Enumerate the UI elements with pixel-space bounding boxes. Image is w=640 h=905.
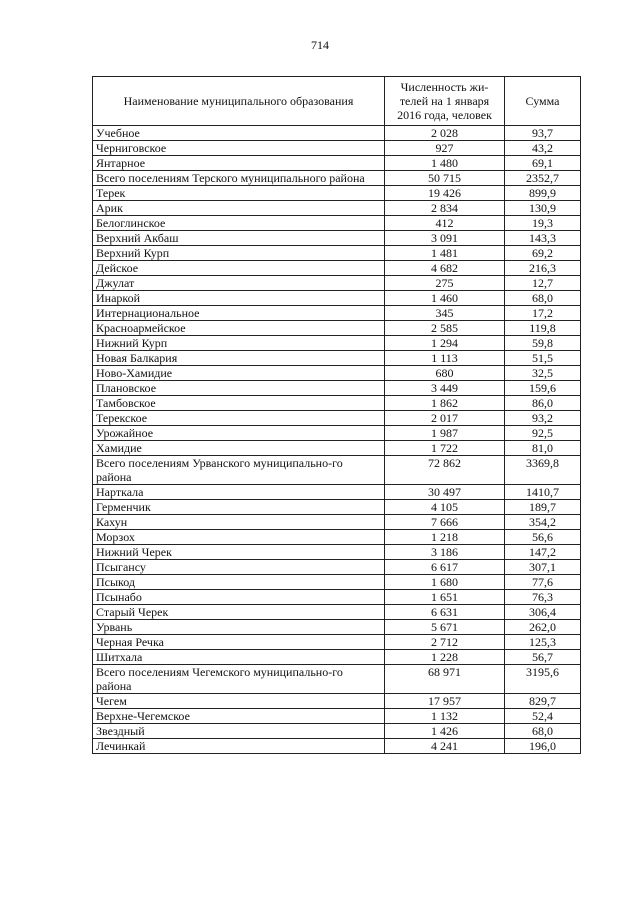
municipality-name: Старый Черек (93, 605, 385, 620)
sum-value: 32,5 (505, 366, 581, 381)
municipality-name: Терекское (93, 411, 385, 426)
municipality-name: Лечинкай (93, 739, 385, 754)
municipality-name: Верхний Акбаш (93, 231, 385, 246)
sum-value: 143,3 (505, 231, 581, 246)
sum-value: 189,7 (505, 500, 581, 515)
population-value: 1 862 (385, 396, 505, 411)
sum-value: 125,3 (505, 635, 581, 650)
population-value: 72 862 (385, 456, 505, 485)
municipality-name: Арик (93, 201, 385, 216)
sum-value: 3369,8 (505, 456, 581, 485)
municipality-name: Тамбовское (93, 396, 385, 411)
sum-value: 17,2 (505, 306, 581, 321)
municipality-name: Верхний Курп (93, 246, 385, 261)
sum-value: 93,7 (505, 126, 581, 141)
sum-value: 52,4 (505, 709, 581, 724)
municipality-name: Джулат (93, 276, 385, 291)
municipality-name: Ново-Хамидие (93, 366, 385, 381)
population-value: 1 113 (385, 351, 505, 366)
table-row (93, 456, 581, 485)
table-row (93, 560, 581, 575)
table-row (93, 396, 581, 411)
table-row (93, 141, 581, 156)
population-value: 1 426 (385, 724, 505, 739)
municipal-population-table (92, 76, 581, 754)
population-value: 3 091 (385, 231, 505, 246)
table-row (93, 216, 581, 231)
sum-value: 354,2 (505, 515, 581, 530)
municipality-name: Нарткала (93, 485, 385, 500)
table-row (93, 590, 581, 605)
municipality-name: Псыгансу (93, 560, 385, 575)
sum-value: 56,6 (505, 530, 581, 545)
table-row (93, 321, 581, 336)
table-row (93, 261, 581, 276)
sum-value: 899,9 (505, 186, 581, 201)
table-row (93, 426, 581, 441)
table-row (93, 485, 581, 500)
municipality-name: Чегем (93, 694, 385, 709)
population-value: 3 449 (385, 381, 505, 396)
sum-value: 76,3 (505, 590, 581, 605)
sum-value: 81,0 (505, 441, 581, 456)
sum-value: 59,8 (505, 336, 581, 351)
municipality-name: Всего поселениям Урванского муниципально-го района (93, 456, 385, 485)
table-row (93, 366, 581, 381)
municipality-name: Всего поселениям Чегемского муниципально-го района (93, 665, 385, 694)
municipality-name: Псынабо (93, 590, 385, 605)
population-value: 275 (385, 276, 505, 291)
sum-value: 159,6 (505, 381, 581, 396)
municipality-name: Нижний Курп (93, 336, 385, 351)
sum-value: 119,8 (505, 321, 581, 336)
sum-value: 69,2 (505, 246, 581, 261)
table-row (93, 650, 581, 665)
population-value: 50 715 (385, 171, 505, 186)
table-row (93, 246, 581, 261)
sum-value: 68,0 (505, 724, 581, 739)
municipality-name: Инаркой (93, 291, 385, 306)
sum-value: 56,7 (505, 650, 581, 665)
population-value: 1 132 (385, 709, 505, 724)
population-value: 2 834 (385, 201, 505, 216)
population-value: 1 722 (385, 441, 505, 456)
sum-value: 12,7 (505, 276, 581, 291)
population-value: 6 617 (385, 560, 505, 575)
table-row (93, 545, 581, 560)
population-value: 1 680 (385, 575, 505, 590)
sum-value: 92,5 (505, 426, 581, 441)
sum-value: 216,3 (505, 261, 581, 276)
sum-value: 69,1 (505, 156, 581, 171)
table-row (93, 351, 581, 366)
sum-value: 43,2 (505, 141, 581, 156)
population-value: 2 585 (385, 321, 505, 336)
municipality-name: Шитхала (93, 650, 385, 665)
sum-value: 829,7 (505, 694, 581, 709)
table-header-row (93, 77, 581, 126)
population-value: 345 (385, 306, 505, 321)
population-value: 412 (385, 216, 505, 231)
municipality-name: Урвань (93, 620, 385, 635)
table-row (93, 126, 581, 141)
table-row (93, 381, 581, 396)
table-row (93, 231, 581, 246)
table-row (93, 500, 581, 515)
population-value: 4 105 (385, 500, 505, 515)
municipality-name: Белоглинское (93, 216, 385, 231)
population-value: 927 (385, 141, 505, 156)
population-value: 1 480 (385, 156, 505, 171)
sum-value: 306,4 (505, 605, 581, 620)
sum-value: 262,0 (505, 620, 581, 635)
population-value: 19 426 (385, 186, 505, 201)
sum-value: 68,0 (505, 291, 581, 306)
population-value: 2 712 (385, 635, 505, 650)
municipality-name: Звездный (93, 724, 385, 739)
population-value: 30 497 (385, 485, 505, 500)
table-row (93, 575, 581, 590)
municipality-name: Учебное (93, 126, 385, 141)
municipality-name: Герменчик (93, 500, 385, 515)
sum-value: 93,2 (505, 411, 581, 426)
population-value: 2 028 (385, 126, 505, 141)
page-number: 714 (311, 38, 329, 52)
sum-value: 196,0 (505, 739, 581, 754)
population-value: 1 460 (385, 291, 505, 306)
sum-value: 1410,7 (505, 485, 581, 500)
table-row (93, 186, 581, 201)
municipality-name: Морзох (93, 530, 385, 545)
sum-value: 19,3 (505, 216, 581, 231)
municipality-name: Урожайное (93, 426, 385, 441)
table-row (93, 724, 581, 739)
municipality-name: Интернациональное (93, 306, 385, 321)
population-value: 2 017 (385, 411, 505, 426)
table-row (93, 515, 581, 530)
table-row (93, 530, 581, 545)
population-value: 4 241 (385, 739, 505, 754)
header-sum: Сумма (505, 77, 581, 126)
table-row (93, 306, 581, 321)
table-row (93, 709, 581, 724)
table-row (93, 605, 581, 620)
table-row (93, 276, 581, 291)
table-row (93, 665, 581, 694)
population-value: 1 218 (385, 530, 505, 545)
sum-value: 3195,6 (505, 665, 581, 694)
municipality-name: Кахун (93, 515, 385, 530)
municipality-name: Красноармейское (93, 321, 385, 336)
sum-value: 130,9 (505, 201, 581, 216)
municipality-name: Янтарное (93, 156, 385, 171)
table-row (93, 441, 581, 456)
population-value: 7 666 (385, 515, 505, 530)
header-population: Численность жи-телей на 1 января 2016 года, человек (385, 77, 505, 126)
municipality-name: Дейское (93, 261, 385, 276)
population-value: 68 971 (385, 665, 505, 694)
table-row (93, 411, 581, 426)
municipality-name: Терек (93, 186, 385, 201)
population-value: 17 957 (385, 694, 505, 709)
header-name: Наименование муниципального образования (93, 77, 385, 126)
population-value: 1 651 (385, 590, 505, 605)
table-row (93, 201, 581, 216)
table-row (93, 336, 581, 351)
sum-value: 147,2 (505, 545, 581, 560)
population-value: 6 631 (385, 605, 505, 620)
municipality-name: Плановское (93, 381, 385, 396)
population-value: 1 228 (385, 650, 505, 665)
sum-value: 86,0 (505, 396, 581, 411)
sum-value: 51,5 (505, 351, 581, 366)
table-row (93, 739, 581, 754)
population-value: 1 481 (385, 246, 505, 261)
table-row (93, 291, 581, 306)
table-row (93, 156, 581, 171)
population-value: 1 987 (385, 426, 505, 441)
table-body (93, 126, 581, 754)
municipality-name: Черниговское (93, 141, 385, 156)
municipality-name: Новая Балкария (93, 351, 385, 366)
population-value: 5 671 (385, 620, 505, 635)
municipality-name: Псыкод (93, 575, 385, 590)
municipality-name: Хамидие (93, 441, 385, 456)
table-row (93, 620, 581, 635)
municipality-name: Черная Речка (93, 635, 385, 650)
sum-value: 77,6 (505, 575, 581, 590)
table-row (93, 694, 581, 709)
sum-value: 307,1 (505, 560, 581, 575)
sum-value: 2352,7 (505, 171, 581, 186)
table-row (93, 635, 581, 650)
table-row (93, 171, 581, 186)
population-value: 1 294 (385, 336, 505, 351)
municipality-name: Всего поселениям Терского муниципального района (93, 171, 385, 186)
population-value: 4 682 (385, 261, 505, 276)
municipality-name: Верхне-Чегемское (93, 709, 385, 724)
population-value: 3 186 (385, 545, 505, 560)
population-value: 680 (385, 366, 505, 381)
municipality-name: Нижний Черек (93, 545, 385, 560)
